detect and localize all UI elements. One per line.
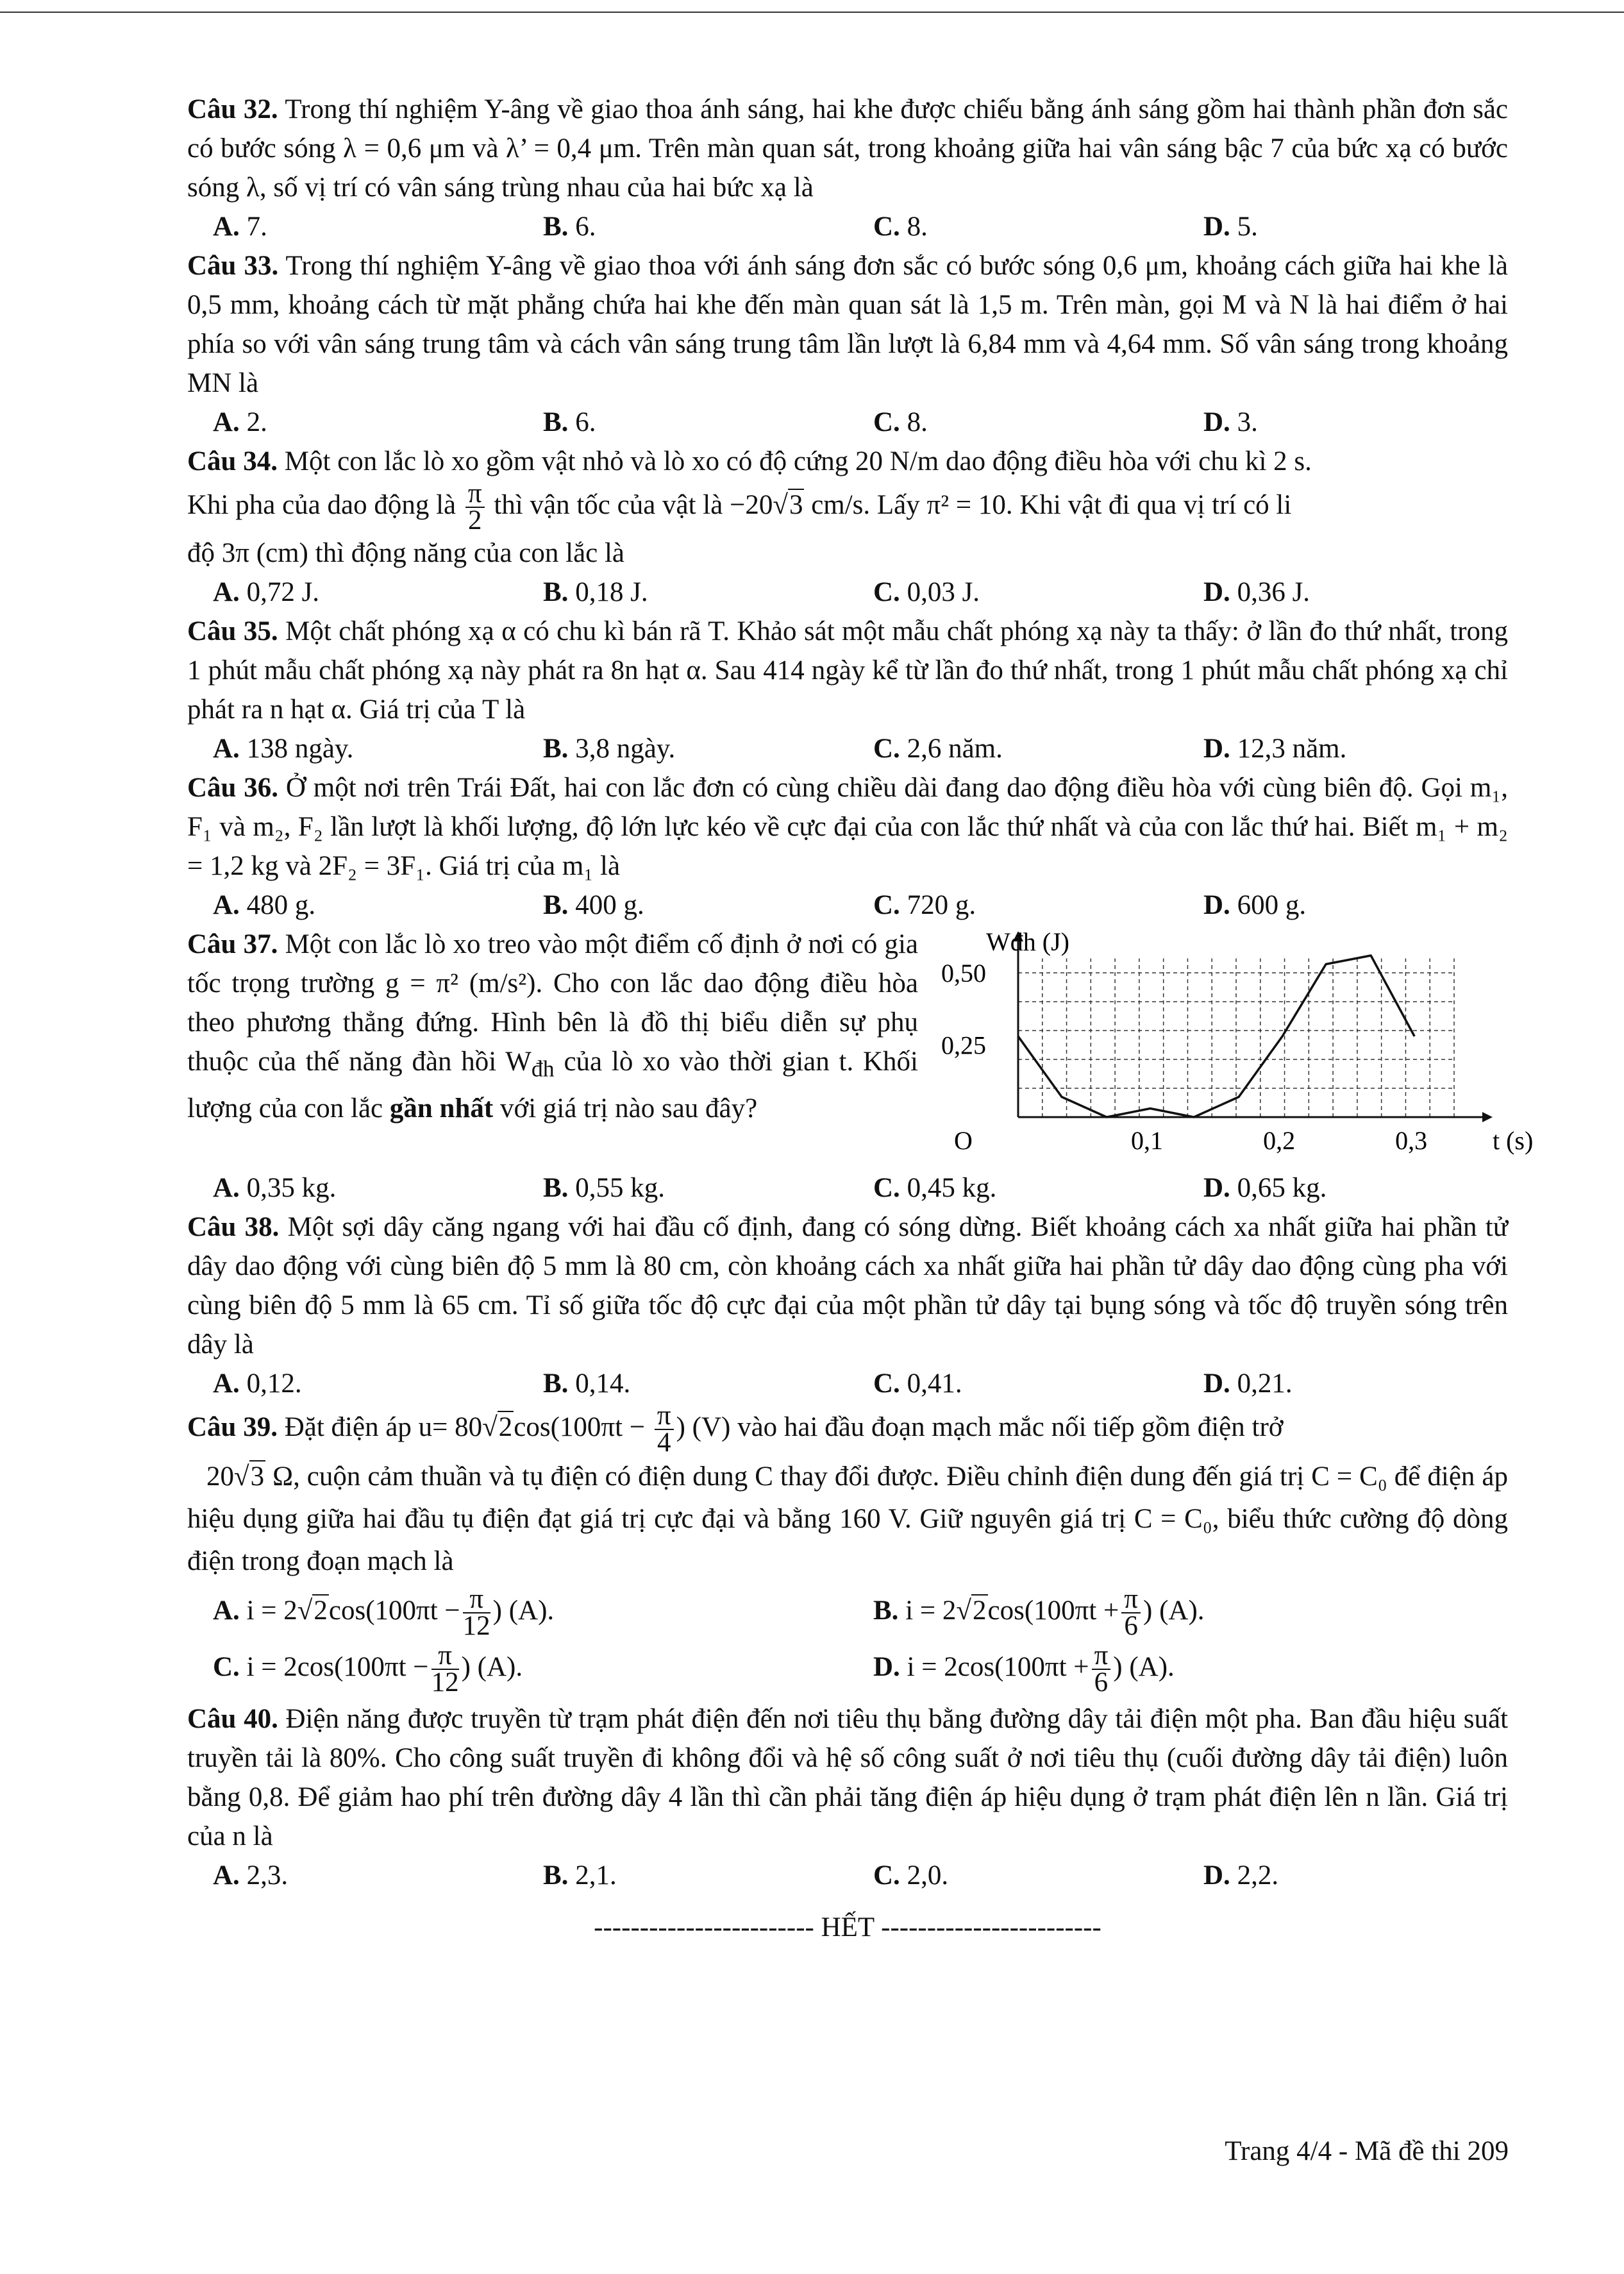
question-36 <box>187 768 1508 886</box>
option-a: A. 0,12. <box>213 1369 302 1399</box>
option-b: B. i = 2√2cos(100πt + $\frac{\pi}{6}$ ) (A). <box>873 1584 1205 1641</box>
option-b: B. 3,8 ngày. <box>543 734 676 764</box>
options-38 <box>187 1364 1508 1403</box>
options-35 <box>187 729 1508 768</box>
options-39-row1 <box>187 1584 1508 1641</box>
question-40 <box>187 1699 1508 1856</box>
top-rule <box>0 12 1624 13</box>
option-d: D. 2,2. <box>1203 1860 1279 1891</box>
question-number: Câu 32. <box>187 94 278 124</box>
option-b: B. 400 g. <box>543 890 644 920</box>
page-footer: Trang 4/4 - Mã đề thi 209 <box>1225 2136 1509 2166</box>
y-tick-label: 0,25 <box>941 1031 986 1060</box>
question-number: Câu 38. <box>187 1212 280 1242</box>
chart-svg <box>928 925 1534 1168</box>
y-tick-label: 0,50 <box>941 959 986 988</box>
option-d: D. 0,21. <box>1203 1369 1293 1399</box>
question-number: Câu 40. <box>187 1704 278 1734</box>
x-tick-label: 0,1 <box>1131 1126 1164 1155</box>
energy-time-chart <box>928 925 1534 1168</box>
x-axis-label: t (s) <box>1493 1126 1534 1155</box>
question-text: Một chất phóng xạ α có chu kì bán rã T. Khảo sát một mẫu chất phóng xạ này ta thấy: ở lần đo thứ nhất, trong 1 phút mẫu chất phóng xạ này phát ra 8n hạt α. Sau 414 ngày kể từ lần đo thứ nhất, trong 1 phút mẫu chất phóng xạ chỉ phát ra n hạt α. Giá trị của T là <box>187 616 1509 725</box>
question-text: Câu 37. Một con lắc lò xo treo vào một điểm cố định ở nơi có gia tốc trọng trường g = π² (m/s²). Cho con lắc dao động điều hòa theo phương thẳng đứng. Hình bên là đồ thị biểu diễn sự phụ thuộc của thế năng đàn hồi $W_{đh}$ của lò xo vào thời gian t. Khối lượng của con lắc gần nhất với giá trị nào sau đây? <box>187 929 919 1124</box>
option-a: A. 0,72 J. <box>213 577 320 607</box>
option-b: B. 0,14. <box>543 1369 631 1399</box>
option-d: D. 0,65 kg. <box>1203 1173 1327 1203</box>
option-b: B. 6. <box>543 407 596 437</box>
option-c: C. 720 g. <box>873 890 976 920</box>
option-a: A. 480 g. <box>213 890 316 920</box>
options-36 <box>187 886 1508 925</box>
fraction: $\frac{\pi}{4}$ <box>655 1403 674 1456</box>
option-b: B. 0,18 J. <box>543 577 648 607</box>
option-c: C. i = 2cos(100πt − $\frac{\pi}{12}$ ) (A). <box>213 1640 523 1697</box>
question-text: Một con lắc lò xo gồm vật nhỏ và lò xo có độ cứng 20 N/m dao động điều hòa với chu kì 2 s. <box>284 446 1312 476</box>
option-d: D. 5. <box>1203 212 1258 242</box>
question-text: Trong thí nghiệm Y-âng về giao thoa với ánh sáng đơn sắc có bước sóng 0,6 μm, khoảng cách giữa hai khe là 0,5 mm, khoảng cách từ mặt phẳng chứa hai khe đến màn quan sát là 1,5 m. Trên màn, gọi M và N là hai điểm ở hai phía so với vân sáng trung tâm và cách vân sáng trung tâm lần lượt là 6,84 mm và 4,64 mm. Số vân sáng trong khoảng MN là <box>187 251 1508 398</box>
fraction: $\frac{\pi}{2}$ <box>465 481 485 534</box>
question-33 <box>187 246 1508 403</box>
option-c: C. 8. <box>873 212 928 242</box>
option-c: C. 0,45 kg. <box>873 1173 997 1203</box>
option-c: C. 8. <box>873 407 928 437</box>
option-a: A. i = 2√2cos(100πt − $\frac{\pi}{12}$ ) (A). <box>213 1584 555 1641</box>
question-text: Một sợi dây căng ngang với hai đầu cố định, đang có sóng dừng. Biết khoảng cách xa nhất giữa hai phần tử dây dao động với cùng biên độ 5 mm là 80 cm, còn khoảng cách xa nhất giữa hai phần tử dây dao động cùng pha với cùng biên độ 5 mm là 65 cm. Tỉ số giữa tốc độ cực đại của một phần tử dây tại bụng sóng và tốc độ truyền sóng trên dây là <box>187 1212 1509 1360</box>
exam-page <box>187 90 1534 1947</box>
option-b: B. 0,55 kg. <box>543 1173 665 1203</box>
options-33 <box>187 403 1508 442</box>
series-line <box>1018 956 1414 1117</box>
options-32 <box>187 207 1508 246</box>
option-a: A. 0,35 kg. <box>213 1173 337 1203</box>
option-d: D. 12,3 năm. <box>1203 734 1347 764</box>
x-tick-label: 0,2 <box>1263 1126 1296 1155</box>
option-c: C. 2,0. <box>873 1860 949 1891</box>
option-a: A. 138 ngày. <box>213 734 354 764</box>
option-d: D. 0,36 J. <box>1203 577 1310 607</box>
question-37 <box>187 925 1534 1168</box>
option-b: B. 2,1. <box>543 1860 617 1891</box>
end-marker: ------------------------ HẾT ------------------------ <box>594 1912 1101 1942</box>
option-c: C. 2,6 năm. <box>873 734 1003 764</box>
question-text: Trong thí nghiệm Y-âng về giao thoa ánh sáng, hai khe được chiếu bằng ánh sáng gồm hai thành phần đơn sắc có bước sóng λ = 0,6 μm và λ’ = 0,4 μm. Trên màn quan sát, trong khoảng giữa hai vân sáng bậc 7 của bức xạ có bước sóng λ, số vị trí có vân sáng trùng nhau của hai bức xạ là <box>187 94 1508 203</box>
question-number: Câu 36. <box>187 773 279 803</box>
option-d: D. 3. <box>1203 407 1258 437</box>
question-text: Điện năng được truyền từ trạm phát điện đến nơi tiêu thụ bằng đường dây tải điện một pha. Ban đầu hiệu suất truyền tải là 80%. Cho công suất truyền đi không đổi và hệ số công suất ở nơi tiêu thụ (cuối đường dây tải điện) luôn bằng 0,8. Để giảm hao phí trên đường dây 4 lần thì cần phải tăng điện áp hiệu dụng ở trạm phát điện lên n lần. Giá trị của n là <box>187 1704 1509 1851</box>
y-axis-label: Wđh (J) <box>986 927 1069 956</box>
question-35 <box>187 612 1508 729</box>
question-text: Ở một nơi trên Trái Đất, hai con lắc đơn có cùng chiều dài đang dao động điều hòa với cùng biên độ. Gọi m₁, F₁ và m₂, F₂ lần lượt là khối lượng, độ lớn lực kéo về cực đại của con lắc thứ nhất và của con lắc thứ hai. Biết m₁ + m₂ = 1,2 kg và 2F₂ = 3F₁. Giá trị của m₁ là <box>187 773 1509 881</box>
option-d: D. 600 g. <box>1203 890 1307 920</box>
option-c: C. 0,41. <box>873 1369 962 1399</box>
option-a: A. 7. <box>213 212 267 242</box>
question-39: Câu 39. Đặt điện áp u= 80√2cos(100πt − $\frac{\pi}{4}$ ) (V) vào hai đầu đoạn mạch mắc nối tiếp gồm điện trở 20√3 Ω, cuộn cảm thuần và tụ điện có điện dung C thay đổi được. Điều chỉnh điện dung đến giá trị C = C₀ để điện áp hiệu dụng giữa hai đầu tụ điện đạt giá trị cực đại và bằng 160 V. Giữ nguyên giá trị C = C₀, biểu thức cường độ dòng điện trong đoạn mạch là <box>187 1401 1508 1576</box>
option-d: D. i = 2cos(100πt + $\frac{\pi}{6}$ ) (A). <box>873 1640 1175 1697</box>
question-38 <box>187 1208 1508 1364</box>
option-a: A. 2. <box>213 407 267 437</box>
question-number: Câu 35. <box>187 616 278 646</box>
option-b: B. 6. <box>543 212 596 242</box>
options-39-row2 <box>187 1640 1508 1697</box>
question-number: Câu 39. <box>187 1411 278 1442</box>
question-number: Câu 37. <box>187 929 278 959</box>
origin-label: O <box>954 1126 973 1155</box>
x-axis-arrow <box>1482 1112 1493 1122</box>
options-40 <box>187 1856 1508 1895</box>
question-number: Câu 34. <box>187 446 278 476</box>
question-34: Câu 34. Một con lắc lò xo gồm vật nhỏ và lò xo có độ cứng 20 N/m dao động điều hòa với chu kì 2 s. Khi pha của dao động là $\frac{\pi}{2}$ thì vận tốc của vật là −20√3 cm/s. Lấy π² = 10. Khi vật đi qua vị trí có li độ 3π (cm) thì động năng của con lắc là <box>187 446 1312 568</box>
x-tick-label: 0,3 <box>1395 1126 1428 1155</box>
options-37 <box>187 1168 1508 1208</box>
option-c: C. 0,03 J. <box>873 577 980 607</box>
question-number: Câu 33. <box>187 251 279 281</box>
options-34 <box>187 573 1508 612</box>
option-a: A. 2,3. <box>213 1860 289 1891</box>
question-32 <box>187 90 1508 207</box>
